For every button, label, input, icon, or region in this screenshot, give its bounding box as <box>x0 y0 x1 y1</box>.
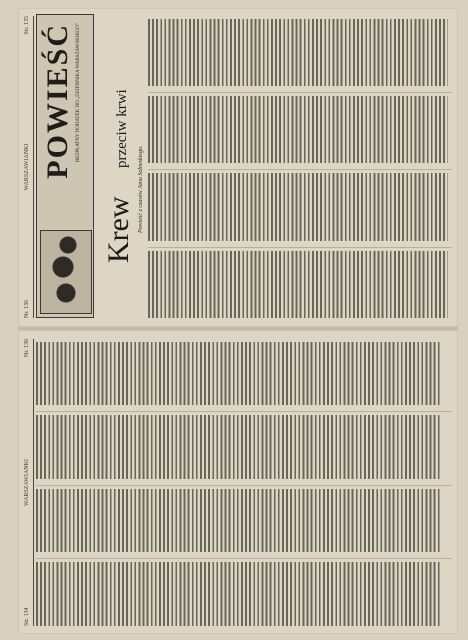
right-page-issue: Nr. 136 <box>24 300 30 318</box>
left-page-header <box>23 339 34 626</box>
masthead-subtitle: BEZPŁATNY DODATEK DO „DZIENNIKA WARSZAWSKIEGO” <box>76 23 81 163</box>
text-column <box>36 412 452 480</box>
left-page <box>18 331 458 634</box>
story-area <box>102 16 452 318</box>
masthead-title: POWIEŚĆ <box>41 23 74 179</box>
text-column <box>148 16 452 86</box>
text-column <box>148 92 452 163</box>
left-page-number: Str. 134 <box>24 607 30 626</box>
text-column <box>148 170 452 241</box>
story-subtitle: Powieść z czasów Jana Sobieskiego. <box>138 145 144 233</box>
right-page-header <box>23 16 34 318</box>
right-page-number: Str. 135 <box>24 16 30 35</box>
text-column <box>36 559 452 627</box>
rotated-spread <box>18 8 458 634</box>
left-page-columns <box>36 339 452 626</box>
left-page-running-title: WARSZAWIANKI <box>24 459 30 506</box>
left-page-issue: Nr. 136 <box>24 339 30 357</box>
text-column <box>36 485 452 553</box>
headline-word: Krew <box>102 196 135 263</box>
headline-rest: przeciw krwi <box>114 89 130 168</box>
right-page <box>18 8 458 326</box>
masthead <box>36 14 94 318</box>
page-fold <box>18 326 458 331</box>
masthead-illustration <box>40 230 92 314</box>
text-column <box>148 247 452 318</box>
text-column <box>36 339 452 406</box>
right-page-running-title: WARSZAWIANKI <box>24 143 30 191</box>
right-page-columns <box>148 16 452 318</box>
story-headline <box>102 16 136 318</box>
